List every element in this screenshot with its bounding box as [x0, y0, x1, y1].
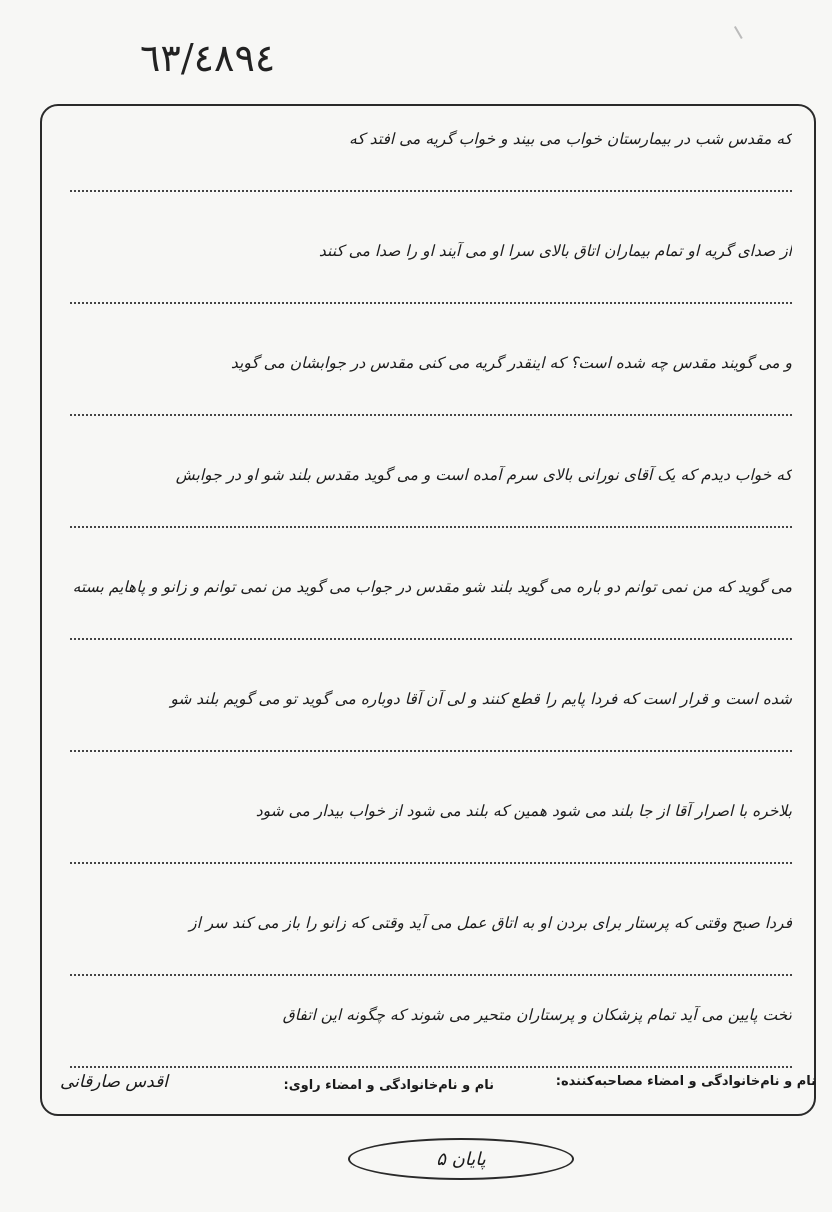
dotted-rule: [70, 750, 792, 752]
handwritten-text: تخت پایین می آید تمام پزشکان و پرستاران متحیر می شوند که چگونه این اتفاق: [282, 1006, 792, 1024]
interviewer-signature-label: نام و نام‌خانوادگی و امضاء مصاحبه‌کننده:: [555, 1074, 816, 1089]
handwritten-text: که مقدس شب در بیمارستان خواب می بیند و خواب گریه می افتد که: [349, 130, 792, 148]
text-line: [70, 106, 792, 218]
handwritten-text: بلاخره با اصرار آقا از جا بلند می شود همین که بلند می شود از خواب بیدار می شود: [255, 802, 792, 820]
text-line: [70, 218, 792, 330]
dotted-rule: [70, 526, 792, 528]
handwritten-text: و می گویند مقدس چه شده است؟ که اینقدر گریه می کنی مقدس در جوابشان می گوید: [230, 354, 792, 372]
handwritten-text: از صدای گریه او تمام بیماران اتاق بالای سرا او می آیند او را صدا می کنند: [318, 242, 792, 260]
text-line: [70, 554, 792, 666]
dotted-rule: [70, 190, 792, 192]
handwritten-text: شده است و قرار است که فردا پایم را قطع کنند و لی آن آقا دوباره می گوید تو می گویم بلند شو: [170, 690, 792, 708]
text-line: [70, 666, 792, 778]
dotted-rule: [70, 862, 792, 864]
page-end-label: پایان ۵: [436, 1148, 486, 1170]
text-line: [70, 778, 792, 890]
document-number: ٦٣/٤٨٩٤: [140, 36, 276, 80]
narrator-signature-label: نام و نام‌خانوادگی و امضاء راوی:: [283, 1078, 494, 1093]
dotted-rule: [70, 302, 792, 304]
margin-mark: [725, 26, 742, 44]
page-end-oval: [348, 1138, 574, 1180]
dotted-rule: [70, 414, 792, 416]
handwritten-text: فردا صبح وقتی که پرستار برای بردن او به اتاق عمل می آید وقتی که زانو را باز می کند سر از: [189, 914, 792, 932]
handwritten-text: که خواب دیدم که یک آقای نورانی بالای سرم آمده است و می گوید مقدس بلند شو او در جوابش: [175, 466, 792, 484]
dotted-rule: [70, 974, 792, 976]
form-frame: [40, 104, 816, 1116]
dotted-rule: [70, 1066, 792, 1068]
dotted-rule: [70, 638, 792, 640]
narrator-signature: اقدس صارقانی: [60, 1072, 168, 1092]
handwritten-text: می گوید که من نمی توانم دو باره می گوید بلند شو مقدس در جواب می گوید من نمی توانم و زانو و پاهایم بسته: [72, 578, 792, 596]
text-line: [70, 442, 792, 554]
text-line: [70, 330, 792, 442]
